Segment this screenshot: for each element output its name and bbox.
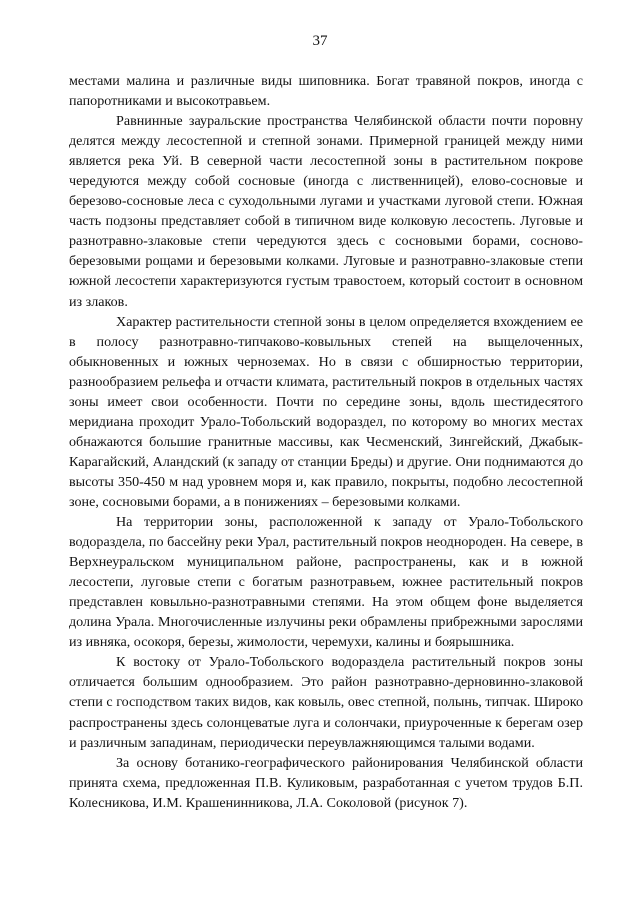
paragraph-continuation: местами малина и различные виды шиповника. Богат травяной покров, иногда с папоротниками и высокотравьем. (69, 73, 583, 110)
paragraph-west-of-watershed: На территории зоны, расположенной к западу от Урало-Тобольского водораздела, по бассейну реки Урал, растительный покров неоднороден. На севере, в Верхнеуральском муниципальном районе, распространены, как и в южной лесостепи, луговые степи с богатым разнотравьем, южнее растительный покров представлен ковыльно-разнотравными степями. На этом общем фоне выделяется долина Урала. Многочисленные излучины реки обрамлены прибрежными зарослями из ивняка, осокоря, березы, жимолости, черемухи, калины и боярышника. (69, 514, 583, 651)
paragraph-trans-ural-zones: Равнинные зауральские пространства Челябинской области почти поровну делятся между лесостепной и степной зонами. Примерной границей между ними является река Уй. В северной части лесостепной зоны в растительном покрове чередуются между собой сосновые (иногда с лиственницей), елово-сосновые и березово-сосновые леса с суходольными лугами и участками луговой степи. Южная часть подзоны представляет собой в типичном виде колковую лесостепь. Луговые и разнотравно-злаковые степи чередуются здесь с сосновыми борами, сосново-березовыми рощами и березовыми колками. Луговые и разнотравно-злаковые степи южной лесостепи характеризуются густым травостоем, который состоит в основном из злаков. (69, 113, 583, 310)
body-text (69, 71, 583, 813)
paragraph-zoning-basis: За основу ботанико-географического районирования Челябинской области принята схема, предложенная П.В. Куликовым, разработанная с учетом трудов Б.П. Колесникова, И.М. Крашенинникова, Л.А. Соколовой (рисунок 7). (69, 754, 583, 811)
paragraph-east-of-watershed: К востоку от Урало-Тобольского водораздела растительный покров зоны отличается большим однообразием. Это район разнотравно-дерновинно-злаковой степи с господством таких видов, как ковыль, овес степной, полынь, типчак. Широко распространены здесь солонцеватые луга и солончаки, приуроченные к берегам озер и различным западинам, периодически переувлажняющимся талыми водами. (69, 654, 583, 751)
page-number: 37 (312, 33, 328, 49)
paragraph-steppe-character: Характер растительности степной зоны в целом определяется вхождением ее в полосу разнотравно-типчаково-ковыльных степей на выщелоченных, обыкновенных и южных черноземах. Но в связи с обширностью территории, разнообразием рельефа и отчасти климата, растительный покров в отдельных частях зоны имеет свои особенности. Почти по середине зоны, вдоль шестидесятого меридиана проходит Урало-Тобольский водораздел, по которому во многих местах обнажаются большие гранитные массивы, как Чесменский, Зингейский, Джабык-Карагайский, Аландский (к западу от станции Бреды) и другие. Они поднимаются до высоты 350-450 м над уровнем моря и, как правило, покрыты, подобно лесостепной зоне, сосновыми борами, а в понижениях – березовыми колками. (69, 313, 583, 510)
